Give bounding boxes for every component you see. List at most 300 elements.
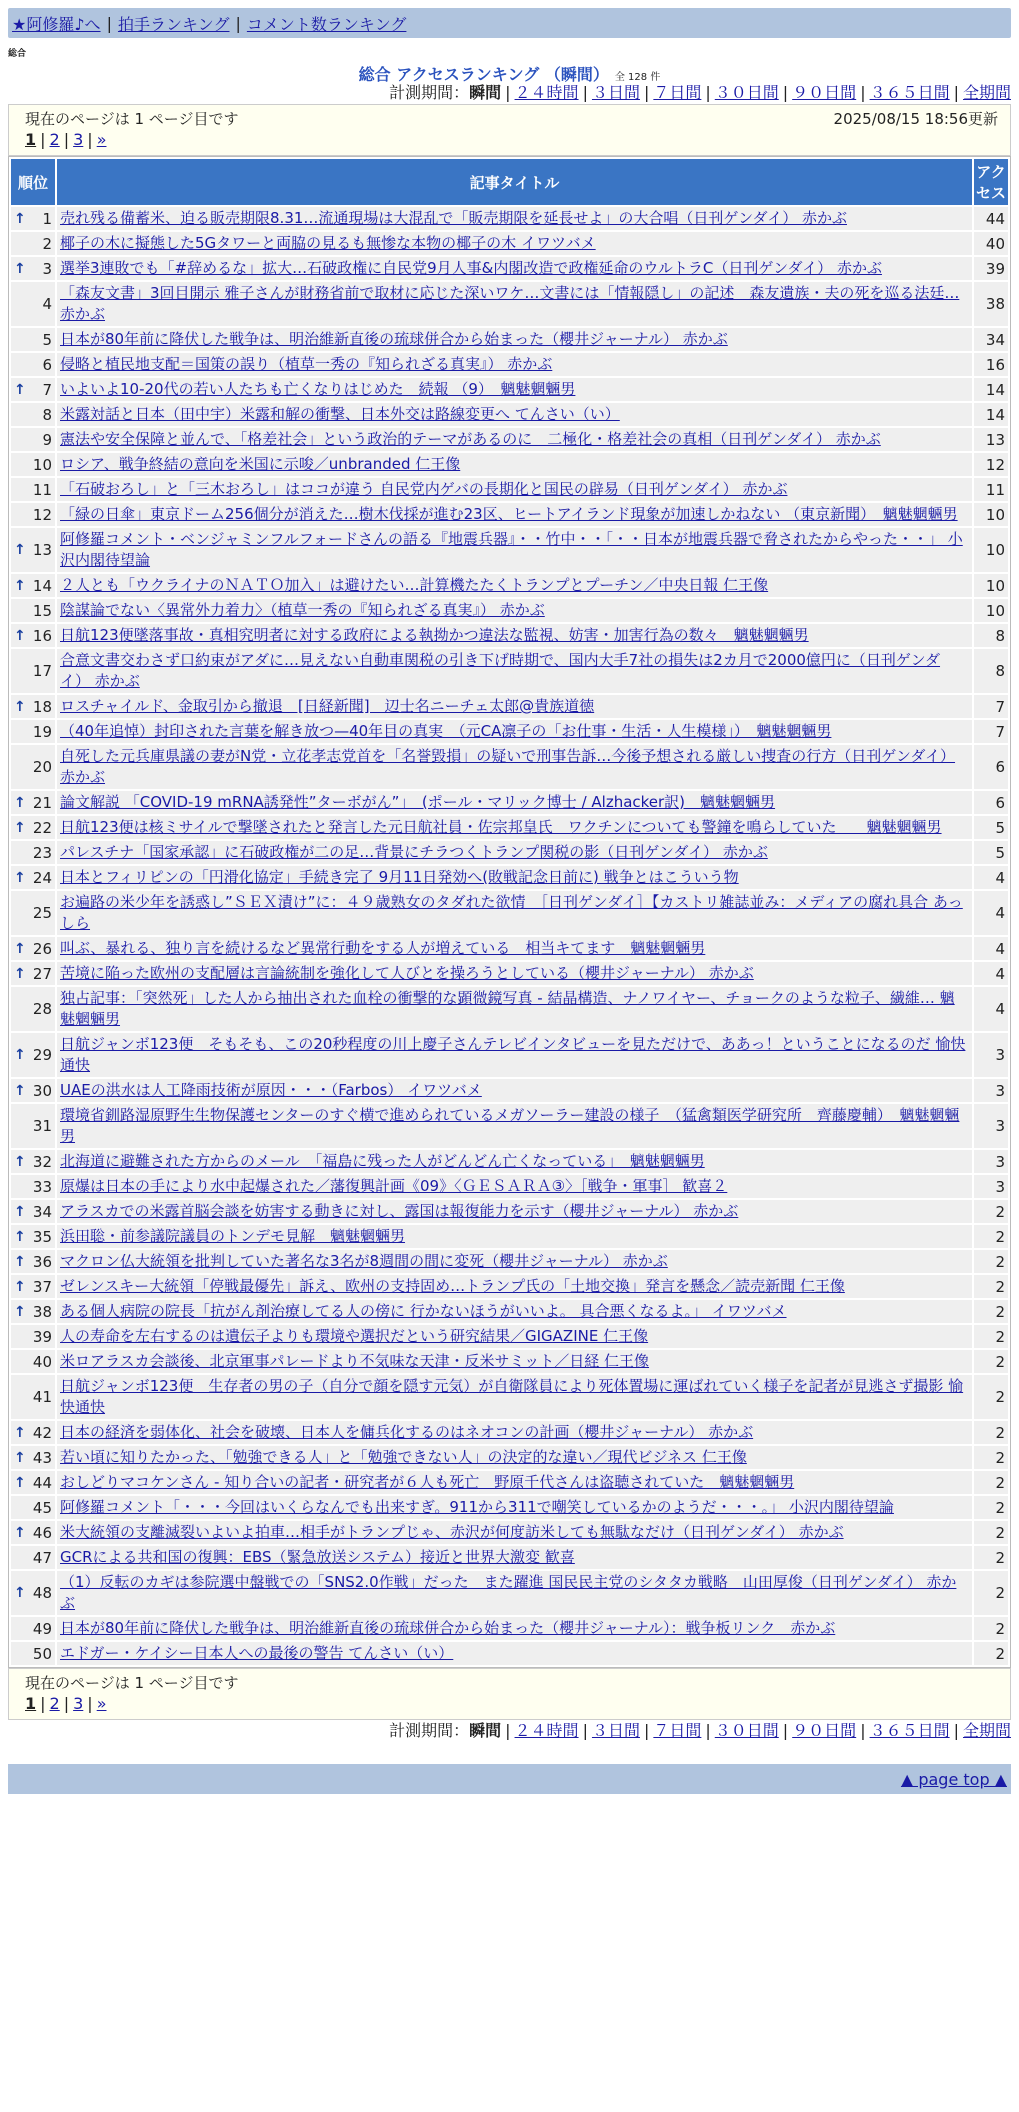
rank-number: 12 <box>32 505 52 524</box>
rank-number: 34 <box>32 1202 52 1221</box>
ranking-title: 総合 アクセスランキング （瞬間） <box>358 65 609 84</box>
article-title-link[interactable]: （1）反転のカギは参院選中盤戦での「SNS2.0作戦」だった また躍進 国民民主党のシタタカ戦略 山田厚俊（日刊ゲンダイ） 赤かぶ <box>60 1573 957 1612</box>
rank-number: 19 <box>32 722 52 741</box>
article-title-link[interactable]: いよいよ10-20代の若い人たちも亡くなりはじめた 続報 （9） 魑魅魍魎男 <box>60 380 576 398</box>
article-title-link[interactable]: 「緑の日傘」東京ドーム256個分が消えた…樹木伐採が進む23区、ヒートアイランド現象が加速しかねない （東京新聞） 魑魅魍魎男 <box>60 505 958 523</box>
article-title-link[interactable]: ある個人病院の院長「抗がん剤治療してる人の傍に 行かないほうがいいよ。 具合悪くなるよ。」 イワツバメ <box>60 1302 787 1320</box>
article-title-link[interactable]: パレスチナ「国家承認」に石破政権が二の足…背景にチラつくトランプ関税の影（日刊ゲンダイ） 赤かぶ <box>60 843 768 861</box>
rank-cell <box>11 1325 55 1348</box>
article-title-link[interactable]: 憲法や安全保障と並んで、「格差社会」という政治的テーマがあるのに 二極化・格差社会の真相（日刊ゲンダイ） 赤かぶ <box>60 430 881 448</box>
next-page-link[interactable]: » <box>96 130 107 149</box>
rank-number: 48 <box>32 1584 52 1602</box>
rank-cell <box>11 1200 55 1223</box>
article-title-link[interactable]: 合意文書交わさず口約束がアダに…見えない自動車関税の引き下げ時期で、国内大手7社の損失は2カ月で2000億円に（日刊ゲンダイ） 赤かぶ <box>60 651 941 690</box>
period-selector-bottom <box>8 1720 1011 1742</box>
access-count: 2 <box>974 1571 1008 1615</box>
article-title-link[interactable]: エドガー・ケイシー日本人への最後の警告 てんさい（い） <box>60 1644 454 1662</box>
title-cell <box>57 1471 972 1494</box>
nav-separator: | <box>106 13 112 33</box>
table-row <box>11 282 1008 326</box>
article-title-link[interactable]: マクロン仏大統領を批判していた著名な3名が8週間の間に変死（櫻井ジャーナル） 赤かぶ <box>60 1252 668 1270</box>
article-title-link[interactable]: 売れ残る備蓄米、迫る販売期限8.31…流通現場は大混乱で「販売期限を延長せよ」の大合唱（日刊ゲンダイ） 赤かぶ <box>60 209 847 227</box>
access-count: 4 <box>974 987 1008 1031</box>
rank-number: 27 <box>32 964 52 983</box>
period-option[interactable]: ３日間 <box>591 83 640 102</box>
period-separator: | <box>582 83 588 102</box>
total-count: 全 128 件 <box>614 72 661 83</box>
rank-number: 8 <box>42 405 52 424</box>
rank-number: 45 <box>32 1498 52 1517</box>
page-top-link[interactable]: ▲ page top ▲ <box>900 1769 1007 1789</box>
nav-link[interactable]: 拍手ランキング <box>117 14 230 34</box>
article-title-link[interactable]: 陰謀論でない〈異常外力着力〉（植草一秀の『知られざる真実』） 赤かぶ <box>60 601 545 619</box>
article-title-link[interactable]: 日本が80年前に降伏した戦争は、明治維新直後の琉球併合から始まった（櫻井ジャーナル） 赤かぶ <box>60 330 728 348</box>
rank-up-arrow-icon: ↑ <box>14 627 26 644</box>
article-title-link[interactable]: 叫ぶ、暴れる、独り言を続けるなど異常行動をする人が増えている 相当キてます 魑魅魍魎男 <box>60 939 706 957</box>
table-row <box>11 1033 1008 1077</box>
period-separator: | <box>505 1721 511 1740</box>
table-row <box>11 232 1008 255</box>
table-row <box>11 1300 1008 1323</box>
title-cell <box>57 1175 972 1198</box>
article-title-link[interactable]: おしどりマコケンさん - 知り合いの記者・研究者が６人も死亡 野原千代さんは盗聴されていた 魑魅魍魎男 <box>60 1473 795 1491</box>
period-option[interactable]: ３０日間 <box>714 83 779 102</box>
article-title-link[interactable]: UAEの洪水は人工降雨技術が原因・・・（Farbos） イワツバメ <box>60 1081 482 1099</box>
article-title-link[interactable]: 日本とフィリピンの「円滑化協定」手続き完了 9月11日発効へ(敗戦記念日前に) 戦争とはこういう物 <box>60 868 739 886</box>
table-row <box>11 987 1008 1031</box>
nav-separator: | <box>235 13 241 33</box>
title-cell <box>57 1150 972 1173</box>
rank-up-arrow-icon: ↑ <box>14 1585 26 1601</box>
rank-cell <box>11 962 55 985</box>
access-count: 39 <box>974 257 1008 280</box>
title-cell <box>57 1496 972 1519</box>
rank-number: 2 <box>42 234 52 253</box>
rank-up-arrow-icon: ↑ <box>14 1449 26 1466</box>
article-title-link[interactable]: 独占記事：「突然死」した人から抽出された血栓の衝撃的な顕微鏡写真 - 結晶構造、ナノワイヤー、チョークのような粒子、繊維… 魑魅魍魎男 <box>60 989 955 1028</box>
access-count: 2 <box>974 1471 1008 1494</box>
title-cell <box>57 378 972 401</box>
period-separator: | <box>643 83 650 102</box>
article-title-link[interactable]: ロシア、戦争終結の意向を米国に示唆／unbranded 仁王像 <box>60 455 461 473</box>
rank-up-arrow-icon: ↑ <box>14 940 26 957</box>
access-count: 2 <box>974 1250 1008 1273</box>
next-page-link[interactable]: » <box>96 1694 107 1713</box>
article-title-link[interactable]: 日航123便墜落事故・真相究明者に対する政府による執拗かつ違法な監視、妨害・加害行為の数々 魑魅魍魎男 <box>60 626 809 644</box>
table-row <box>11 1325 1008 1348</box>
title-cell <box>57 403 972 426</box>
table-row <box>11 791 1008 814</box>
period-option[interactable]: ２４時間 <box>514 1721 579 1740</box>
rank-cell <box>11 1275 55 1298</box>
article-title-link[interactable]: 日航ジャンボ123便 生存者の男の子（自分で顔を隠す元気）が自衛隊員により死体置場に運ばれていく様子を記者が見逃さず撮影 愉快通快 <box>60 1377 964 1416</box>
rank-cell <box>11 378 55 401</box>
page-link[interactable]: 1 <box>25 1694 37 1713</box>
rank-up-arrow-icon: ↑ <box>14 965 26 982</box>
title-cell <box>57 1546 972 1569</box>
rank-cell <box>11 478 55 501</box>
page-link[interactable]: 1 <box>25 130 37 149</box>
title-cell <box>57 962 972 985</box>
rank-cell <box>11 1546 55 1569</box>
title-cell <box>57 1446 972 1469</box>
rank-cell <box>11 987 55 1031</box>
table-row <box>11 478 1008 501</box>
rank-number: 18 <box>32 697 52 716</box>
article-title-link[interactable]: 選挙3連敗でも「#辞めるな」拡大…石破政権に自民党9月人事&内閣改造で政権延命のウルトラC（日刊ゲンダイ） 赤かぶ <box>60 259 882 277</box>
title-cell <box>57 1642 972 1665</box>
table-row <box>11 695 1008 718</box>
access-count: 5 <box>974 841 1008 864</box>
article-title-link[interactable]: 米大統領の支離滅裂いよいよ拍車…相手がトランプじゃ、赤沢が何度訪米しても無駄なだけ（日刊ゲンダイ） 赤かぶ <box>60 1523 844 1541</box>
access-count: 6 <box>974 745 1008 789</box>
article-title-link[interactable]: 日本が80年前に降伏した戦争は、明治維新直後の琉球併合から始まった（櫻井ジャーナル）：戦争板リンク 赤かぶ <box>60 1619 836 1637</box>
access-count: 3 <box>974 1175 1008 1198</box>
table-row <box>11 1446 1008 1469</box>
article-title-link[interactable]: 浜田聡・前参議院議員のトンデモ見解 魑魅魍魎男 <box>60 1227 406 1245</box>
access-count: 2 <box>974 1446 1008 1469</box>
rank-cell <box>11 1250 55 1273</box>
rank-number: 10 <box>32 455 52 474</box>
table-row <box>11 528 1008 572</box>
rank-number: 37 <box>32 1277 52 1296</box>
rank-up-arrow-icon: ↑ <box>14 1474 26 1491</box>
rank-up-arrow-icon: ↑ <box>14 1303 26 1320</box>
rank-cell <box>11 1642 55 1665</box>
title-cell <box>57 257 972 280</box>
period-option[interactable]: ３６５日間 <box>869 83 950 102</box>
table-row <box>11 1617 1008 1640</box>
access-count: 10 <box>974 599 1008 622</box>
rank-cell <box>11 453 55 476</box>
access-count: 5 <box>974 816 1008 839</box>
access-count: 2 <box>974 1617 1008 1640</box>
table-row <box>11 1275 1008 1298</box>
title-cell <box>57 232 972 255</box>
article-title-link[interactable]: 環境省釧路湿原野生生物保護センターのすぐ横で進められているメガソーラー建設の様子 （猛禽類医学研究所 齊藤慶輔） 魑魅魍魎男 <box>60 1106 960 1145</box>
rank-number: 13 <box>32 541 52 559</box>
article-title-link[interactable]: 原爆は日本の手により水中起爆された／藩復興計画《09》〈ＧＥＳＡＲＡ③〉［戦争・軍事］ 歓喜２ <box>60 1177 728 1195</box>
access-count: 10 <box>974 528 1008 572</box>
access-count: 2 <box>974 1325 1008 1348</box>
period-separator: | <box>782 83 789 102</box>
article-title-link[interactable]: ロスチャイルド、金取引から撤退 [日経新聞] 辺士名ニーチェ太郎@貴族道徳 <box>60 697 595 715</box>
rank-cell <box>11 1225 55 1248</box>
period-option[interactable]: ２４時間 <box>514 83 579 102</box>
access-count: 2 <box>974 1421 1008 1444</box>
title-cell <box>57 453 972 476</box>
article-title-link[interactable]: 阿修羅コメント「・・・今回はいくらなんでも出来すぎ。911から311で嘲笑しているかのようだ・・・。」 小沢内閣待望論 <box>60 1498 894 1516</box>
table-row <box>11 574 1008 597</box>
table-row <box>11 1571 1008 1615</box>
access-count: 6 <box>974 791 1008 814</box>
article-title-link[interactable]: 米露対話と日本（田中宇）米露和解の衝撃、日本外交は路線変更へ てんさい（い） <box>60 405 620 423</box>
access-count: 4 <box>974 866 1008 889</box>
title-cell <box>57 891 972 935</box>
rank-number: 46 <box>32 1523 52 1542</box>
rank-cell <box>11 257 55 280</box>
access-count: 44 <box>974 207 1008 230</box>
article-title-link[interactable]: 椰子の木に擬態した5Gタワーと両脇の見るも無惨な本物の椰子の木 イワツバメ <box>60 234 596 252</box>
rank-number: 7 <box>42 380 52 399</box>
rank-number: 16 <box>32 626 52 645</box>
rank-cell <box>11 1496 55 1519</box>
rank-number: 15 <box>32 601 52 620</box>
title-cell <box>57 624 972 647</box>
title-cell <box>57 1250 972 1273</box>
rank-number: 32 <box>32 1152 52 1171</box>
rank-up-arrow-icon: ↑ <box>14 1153 26 1170</box>
header-rank: 順位 <box>11 159 55 205</box>
period-current: 瞬間 <box>469 83 502 102</box>
updated-timestamp: 2025/08/15 18:56更新 <box>833 110 998 128</box>
title-cell <box>57 745 972 789</box>
article-title-link[interactable]: GCRによる共和国の復興：EBS（緊急放送システム）接近と世界大激変 歓喜 <box>60 1548 575 1566</box>
title-cell <box>57 1104 972 1148</box>
rank-up-arrow-icon: ↑ <box>14 542 26 558</box>
period-separator: | <box>953 1721 959 1740</box>
page-separator: | <box>87 1694 93 1713</box>
rank-cell <box>11 1300 55 1323</box>
article-title-link[interactable]: 人の寿命を左右するのは遺伝子よりも環境や選択だという研究結果／GIGAZINE 仁王像 <box>60 1327 649 1345</box>
table-row <box>11 378 1008 401</box>
table-row <box>11 599 1008 622</box>
article-title-link[interactable]: お遍路の米少年を誘惑し”ＳＥＸ漬け”に：４９歳熟女のタダれた欲情 ［日刊ゲンダイ］【カストリ雑誌並み：メディアの腐れ具合 あっしら <box>60 893 963 932</box>
period-option[interactable]: ７日間 <box>653 83 702 102</box>
rank-number: 14 <box>32 576 52 595</box>
access-count: 2 <box>974 1375 1008 1419</box>
rank-up-arrow-icon: ↑ <box>14 260 26 277</box>
period-selector-top <box>8 82 1011 104</box>
rank-number: 25 <box>32 904 52 922</box>
table-row <box>11 745 1008 789</box>
table-row <box>11 257 1008 280</box>
title-cell <box>57 1225 972 1248</box>
access-count: 4 <box>974 962 1008 985</box>
rank-number: 24 <box>32 868 52 887</box>
rank-number: 9 <box>42 430 52 449</box>
period-separator: | <box>705 1721 711 1740</box>
title-cell <box>57 1079 972 1102</box>
access-count: 4 <box>974 937 1008 960</box>
table-row <box>11 649 1008 693</box>
rank-number: 22 <box>32 818 52 837</box>
table-row <box>11 891 1008 935</box>
article-title-link[interactable]: 日航ジャンボ123便 そもそも、この20秒程度の川上慶子さんテレビインタビューを見ただけで、ああっ！ということになるのだ 愉快通快 <box>60 1035 966 1074</box>
rank-up-arrow-icon: ↑ <box>14 1253 26 1270</box>
rank-cell <box>11 1079 55 1102</box>
current-page-text-bottom: 現在のページは 1 ページ目です <box>25 1674 239 1692</box>
rank-cell <box>11 1104 55 1148</box>
title-cell <box>57 428 972 451</box>
rank-up-arrow-icon: ↑ <box>14 577 26 594</box>
period-label: 計測期間： <box>389 83 470 102</box>
article-title-link[interactable]: 阿修羅コメント・ベンジャミンフルフォードさんの語る『地震兵器』・・竹中・・「・・日本が地震兵器で脅されたからやった・・」 小沢内閣待望論 <box>60 530 963 569</box>
rank-cell <box>11 574 55 597</box>
period-separator: | <box>953 83 959 102</box>
rank-up-arrow-icon: ↑ <box>14 698 26 715</box>
rank-number: 21 <box>32 793 52 812</box>
rank-cell <box>11 1350 55 1373</box>
article-title-link[interactable]: 「石破おろし」と「三木おろし」はココが違う 自民党内ゲバの長期化と国民の辟易（日刊ゲンダイ） 赤かぶ <box>60 480 788 498</box>
rank-cell <box>11 1175 55 1198</box>
access-count: 2 <box>974 1546 1008 1569</box>
rank-number: 20 <box>32 758 52 776</box>
page-link[interactable]: 3 <box>73 130 84 149</box>
period-option[interactable]: ９０日間 <box>792 1721 857 1740</box>
table-row <box>11 816 1008 839</box>
article-title-link[interactable]: 日本の経済を弱体化、社会を破壊、日本人を傭兵化するのはネオコンの計画（櫻井ジャーナル） 赤かぶ <box>60 1423 754 1441</box>
article-title-link[interactable]: 日航123便は核ミサイルで撃墜されたと発言した元日航社員・佐宗邦皇氏 ワクチンについても警鐘を鳴らしていた 魑魅魍魎男 <box>60 818 942 836</box>
rank-up-arrow-icon: ↑ <box>14 1082 26 1099</box>
rank-cell <box>11 1446 55 1469</box>
rank-number: 36 <box>32 1252 52 1271</box>
title-cell <box>57 1421 972 1444</box>
rank-number: 42 <box>32 1423 52 1442</box>
rank-cell <box>11 1033 55 1077</box>
article-title-link[interactable]: 論文解説 「COVID-19 mRNA誘発性”ターボがん”」 (ポール・マリック博士 / Alzhacker訳) 魑魅魍魎男 <box>60 793 776 811</box>
title-cell <box>57 1200 972 1223</box>
access-count: 2 <box>974 1300 1008 1323</box>
rank-up-arrow-icon: ↑ <box>14 869 26 886</box>
rank-number: 50 <box>32 1644 52 1663</box>
rank-number: 30 <box>32 1081 52 1100</box>
page-separator: | <box>63 130 70 149</box>
rank-cell <box>11 745 55 789</box>
title-cell <box>57 1325 972 1348</box>
rank-up-arrow-icon: ↑ <box>14 1278 26 1295</box>
period-option[interactable]: ３６５日間 <box>869 1721 950 1740</box>
period-separator: | <box>860 1721 866 1740</box>
title-cell <box>57 987 972 1031</box>
access-count: 3 <box>974 1033 1008 1077</box>
rank-cell <box>11 791 55 814</box>
period-option[interactable]: 全期間 <box>962 83 1011 102</box>
article-title-link[interactable]: 自死した元兵庫県議の妻がN党・立花孝志党首を「名誉毀損」の疑いで刑事告訴…今後予想される厳しい捜査の行方（日刊ゲンダイ） 赤かぶ <box>60 747 956 786</box>
rank-number: 49 <box>32 1619 52 1638</box>
article-title-link[interactable]: アラスカでの米露首脳会談を妨害する動きに対し、露国は報復能力を示す（櫻井ジャーナル） 赤かぶ <box>60 1202 739 1220</box>
table-row <box>11 1150 1008 1173</box>
rank-number: 28 <box>32 1000 52 1018</box>
access-count: 13 <box>974 428 1008 451</box>
rank-number: 29 <box>32 1046 52 1064</box>
rank-number: 35 <box>32 1227 52 1246</box>
rank-cell <box>11 328 55 351</box>
rank-cell <box>11 232 55 255</box>
rank-cell <box>11 403 55 426</box>
page-info-bottom <box>8 1668 1011 1720</box>
page-link[interactable]: 2 <box>49 1694 60 1713</box>
table-row <box>11 328 1008 351</box>
title-cell <box>57 599 972 622</box>
title-cell <box>57 791 972 814</box>
page-link[interactable]: 2 <box>49 130 60 149</box>
rank-up-arrow-icon: ↑ <box>14 1047 26 1063</box>
ranking-heading <box>8 62 1011 82</box>
table-row <box>11 1350 1008 1373</box>
period-option[interactable]: ３０日間 <box>714 1721 779 1740</box>
pagination-bottom <box>25 1693 998 1715</box>
period-option[interactable]: ９０日間 <box>792 83 857 102</box>
period-option[interactable]: ３日間 <box>591 1721 640 1740</box>
title-cell <box>57 937 972 960</box>
top-nav-bar <box>8 8 1011 38</box>
rank-cell <box>11 816 55 839</box>
access-count: 3 <box>974 1150 1008 1173</box>
period-option[interactable]: 全期間 <box>962 1721 1011 1740</box>
access-count: 3 <box>974 1104 1008 1148</box>
access-count: 2 <box>974 1200 1008 1223</box>
article-title-link[interactable]: （40年追悼）封印された言葉を解き放つ—40年目の真実 （元CA凛子の「お仕事・生活・人生模様」） 魑魅魍魎男 <box>60 722 832 740</box>
title-cell <box>57 574 972 597</box>
article-title-link[interactable]: 苦境に陥った欧州の支配層は言論統制を強化して人びとを操ろうとしている（櫻井ジャーナル） 赤かぶ <box>60 964 754 982</box>
article-title-link[interactable]: 侵略と植民地支配＝国策の誤り（植草一秀の『知られざる真実』） 赤かぶ <box>60 355 553 373</box>
article-title-link[interactable]: 若い頃に知りたかった、「勉強できる人」と「勉強できない人」の決定的な違い／現代ビジネス 仁王像 <box>60 1448 747 1466</box>
period-option[interactable]: ７日間 <box>653 1721 702 1740</box>
rank-cell <box>11 1375 55 1419</box>
access-count: 2 <box>974 1275 1008 1298</box>
rank-cell <box>11 282 55 326</box>
rank-number: 3 <box>42 259 52 278</box>
rank-cell <box>11 1150 55 1173</box>
title-cell <box>57 1521 972 1544</box>
rank-number: 41 <box>32 1388 52 1406</box>
table-row <box>11 1471 1008 1494</box>
page-link[interactable]: 3 <box>73 1694 84 1713</box>
access-count: 40 <box>974 232 1008 255</box>
table-row <box>11 841 1008 864</box>
article-title-link[interactable]: ２人とも「ウクライナのＮＡＴＯ加入」は避けたい…計算機たたくトランプとプーチン／中央日報 仁王像 <box>60 576 769 594</box>
table-row <box>11 453 1008 476</box>
access-count: 10 <box>974 503 1008 526</box>
rank-up-arrow-icon: ↑ <box>14 1203 26 1220</box>
rank-number: 43 <box>32 1448 52 1467</box>
table-row <box>11 962 1008 985</box>
rank-cell <box>11 695 55 718</box>
title-cell <box>57 866 972 889</box>
period-separator: | <box>643 1721 650 1740</box>
rank-number: 26 <box>32 939 52 958</box>
article-title-link[interactable]: 米ロアラスカ会談後、北京軍事パレードより不気味な天津・反米サミット／日経 仁王像 <box>60 1352 650 1370</box>
section-label: 総合 <box>8 49 27 59</box>
nav-link[interactable]: コメント数ランキング <box>246 14 407 34</box>
access-count: 10 <box>974 574 1008 597</box>
access-count: 3 <box>974 1079 1008 1102</box>
rank-number: 38 <box>32 1302 52 1321</box>
table-row <box>11 1375 1008 1419</box>
page-separator: | <box>40 1694 46 1713</box>
rank-number: 4 <box>42 295 52 313</box>
title-cell <box>57 503 972 526</box>
period-separator: | <box>582 1721 588 1740</box>
table-row <box>11 428 1008 451</box>
rank-number: 11 <box>32 480 52 499</box>
rank-cell <box>11 428 55 451</box>
access-count: 2 <box>974 1642 1008 1665</box>
title-cell <box>57 1033 972 1077</box>
rank-cell <box>11 891 55 935</box>
article-title-link[interactable]: 「森友文書」3回目開示 雅子さんが財務省前で取材に応じた深いワケ…文書には「情報隠し」の記述 森友遺族・夫の死を巡る法廷… 赤かぶ <box>60 284 960 323</box>
table-row <box>11 1250 1008 1273</box>
table-row <box>11 866 1008 889</box>
access-count: 14 <box>974 403 1008 426</box>
article-title-link[interactable]: 北海道に避難された方からのメール 「福島に残った人がどんどん亡くなっている」 魑魅魍魎男 <box>60 1152 705 1170</box>
title-cell <box>57 1350 972 1373</box>
article-title-link[interactable]: ゼレンスキー大統領「停戦最優先」訴え、欧州の支持固め…トランプ氏の「土地交換」発言を懸念／読売新聞 仁王像 <box>60 1277 845 1295</box>
rank-cell <box>11 503 55 526</box>
nav-link[interactable]: ★阿修羅♪へ <box>12 14 101 34</box>
rank-cell <box>11 624 55 647</box>
